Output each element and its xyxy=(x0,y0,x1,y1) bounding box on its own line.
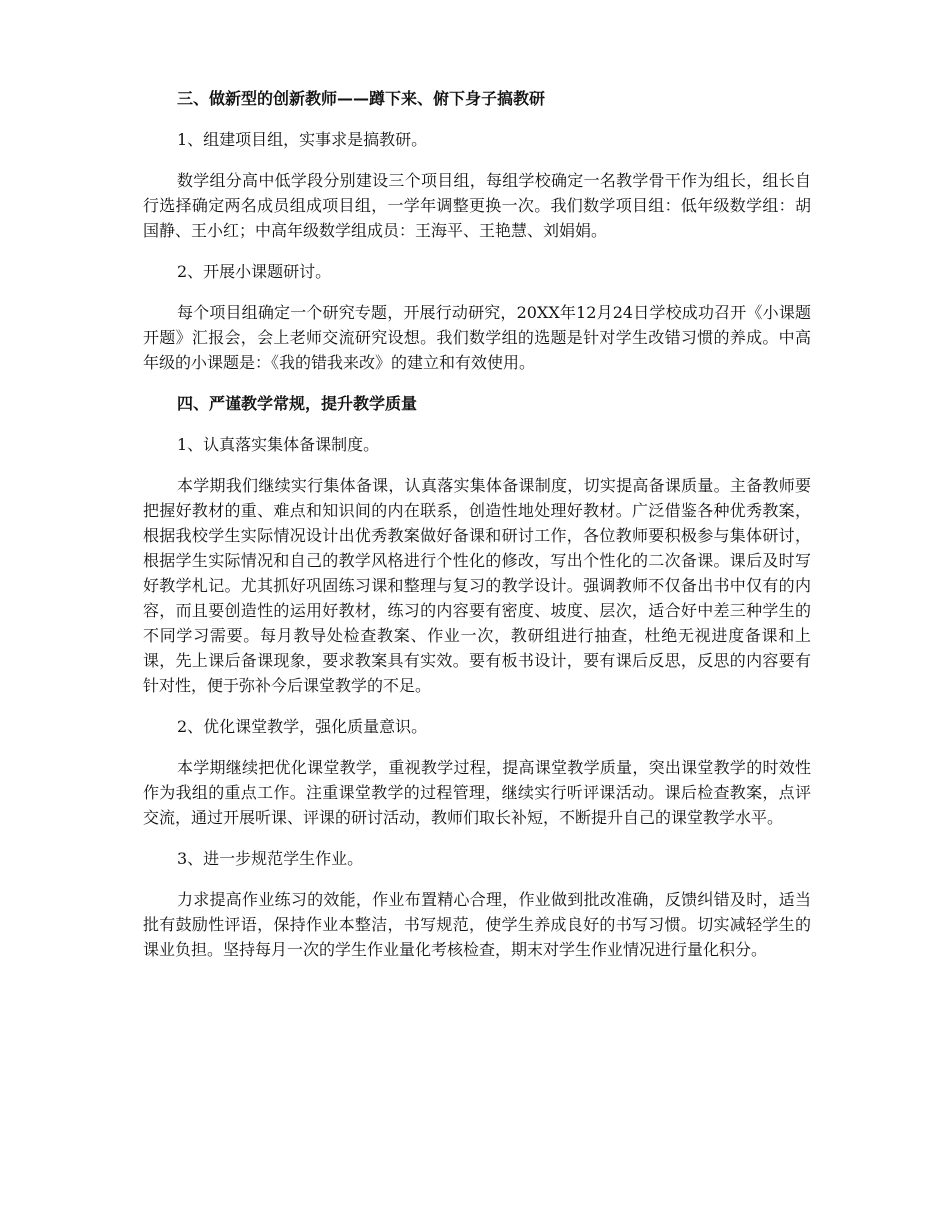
subheading-small-topic: 2、开展小课题研讨。 xyxy=(177,262,332,281)
paragraph-collective-lesson-prep: 本学期我们继续实行集体备课，认真落实集体备课制度，切实提高备课质量。主备教师要把握好教材的重、难点和知识间的内在联系，创造性地处理好教材。广泛借鉴各种优秀教案，根据我校学生实际情况设计出优秀教案做好备课和研讨工作，各位教师要积极参与集体研讨，根据学生实际情况和自己的教学风格进行个性化的修改，写出个性化的二次备课。课后及时写好教学札记。尤其抓好巩固练习课和整理与复习的教学设计。强调教师不仅备出书中仅有的内容，而且要创造性的运用好教材，练习的内容要有密度、坡度、层次，适合好中差三种学生的不同学习需要。每月教导处检查教案、作业一次，教研组进行抽查，杜绝无视进度备课和上课，先上课后备课现象，要求教案具有实效。要有板书设计，要有课后反思，反思的内容要有针对性，便于弥补今后课堂教学的不足。 xyxy=(143,476,811,695)
paragraph-small-topic: 每个项目组确定一个研究专题，开展行动研究，20XX年12月24日学校成功召开《小课题开题》汇报会，会上老师交流研究设想。我们数学组的选题是针对学生改错习惯的养成。中高年级的小课题是：《我的错我来改》的建立和有效使用。 xyxy=(143,303,811,372)
subheading-student-homework: 3、进一步规范学生作业。 xyxy=(177,849,364,868)
subheading-project-group: 1、组建项目组，实事求是搞教研。 xyxy=(177,130,428,149)
paragraph-student-homework: 力求提高作业练习的效能，作业布置精心合理，作业做到批改准确，反馈纠错及时，适当批有鼓励性评语，保持作业本整洁，书写规范，使学生养成良好的书写习惯。切实减轻学生的课业负担。坚持每月一次的学生作业量化考核检查，期末对学生作业情况进行量化积分。 xyxy=(143,890,811,959)
paragraph-project-group: 数学组分高中低学段分别建设三个项目组，每组学校确定一名教学骨干作为组长，组长自行选择确定两名成员组成项目组，一学年调整更换一次。我们数学项目组：低年级数学组：胡国静、王小红；中高年级数学组成员：王海平、王艳慧、刘娟娟。 xyxy=(143,171,811,240)
section-heading-3: 三、做新型的创新教师——蹲下来、俯下身子搞教研 xyxy=(177,89,546,108)
paragraph-classroom-teaching: 本学期继续把优化课堂教学，重视教学过程，提高课堂教学质量，突出课堂教学的时效性作为我组的重点工作。注重课堂教学的过程管理，继续实行听评课活动。课后检查教案，点评交流，通过开展听课、评课的研讨活动，教师们取长补短，不断提升自己的课堂教学水平。 xyxy=(143,758,811,827)
subheading-collective-lesson-prep: 1、认真落实集体备课制度。 xyxy=(177,435,380,454)
subheading-classroom-teaching: 2、优化课堂教学，强化质量意识。 xyxy=(177,717,428,736)
section-heading-4: 四、严谨教学常规，提升教学质量 xyxy=(177,394,418,413)
document-page xyxy=(143,86,811,978)
